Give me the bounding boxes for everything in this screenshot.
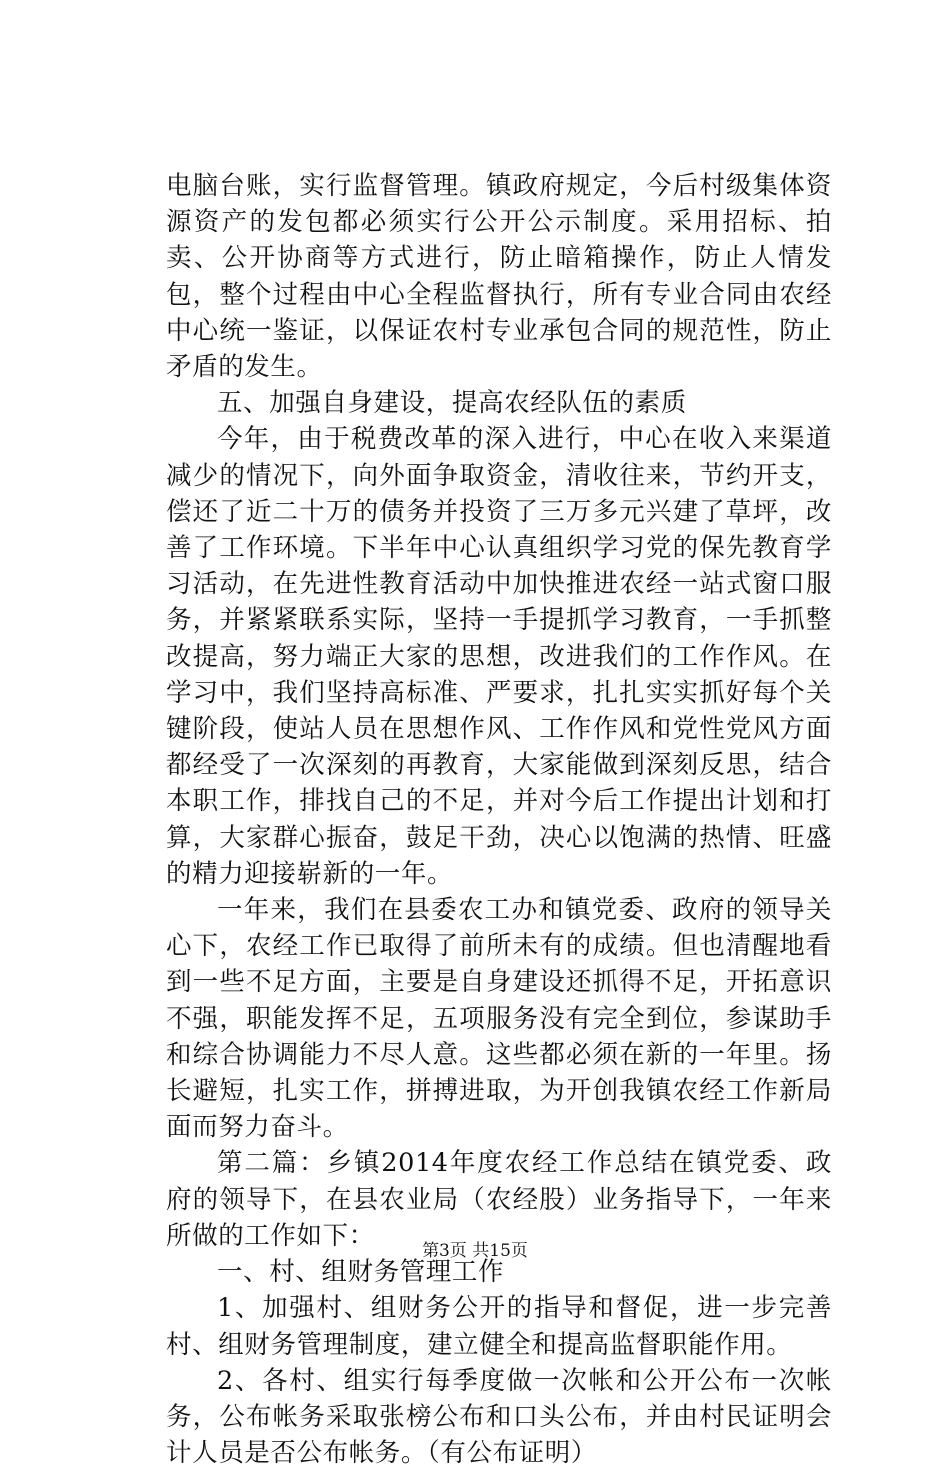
list-item: 1、加强村、组财务公开的指导和督促，进一步完善村、组财务管理制度，建立健全和提高监督职能作用。 [166, 1293, 832, 1360]
paragraph: 第二篇：乡镇2014年度农经工作总结在镇党委、政府的领导下，在县农业局（农经股）业务指导下，一年来所做的工作如下： [166, 1148, 832, 1251]
document-body [166, 168, 832, 1471]
paragraph: 今年，由于税费改革的深入进行，中心在收入来渠道减少的情况下，向外面争取资金，清收往来，节约开支，偿还了近二十万的债务并投资了三万多元兴建了草坪，改善了工作环境。下半年中心认真组织学习党的保先教育学习活动，在先进性教育活动中加快推进农经一站式窗口服务，并紧紧联系实际，坚持一手提抓学习教育，一手抓整改提高，努力端正大家的思想，改进我们的工作作风。在学习中，我们坚持高标准、严要求，扎扎实实抓好每个关键阶段，使站人员在思想作风、工作作风和党性党风方面都经受了一次深刻的再教育，大家能做到深刻反思，结合本职工作，排找自己的不足，并对今后工作提出计划和打算，大家群心振奋，鼓足干劲，决心以饱满的热情、旺盛的精力迎接崭新的一年。 [166, 424, 832, 889]
page-number: 第3页 共15页 [422, 1241, 528, 1261]
paragraph: 一年来，我们在县委农工办和镇党委、政府的领导关心下，农经工作已取得了前所未有的成绩。但也清醒地看到一些不足方面，主要是自身建设还抓得不足，开拓意识不强，职能发挥不足，五项服务没有完全到位，参谋助手和综合协调能力不尽人意。这些都必须在新的一年里。扬长避短，扎实工作，拼搏进取，为开创我镇农经工作新局面而努力奋斗。 [166, 895, 832, 1143]
list-item: 2、各村、组实行每季度做一次帐和公开公布一次帐务，公布帐务采取张榜公布和口头公布，并由村民证明会计人员是否公布帐务。（有公布证明） [166, 1365, 832, 1469]
paragraph: 电脑台账，实行监督管理。镇政府规定，今后村级集体资源资产的发包都必须实行公开公示制度。采用招标、拍卖、公开协商等方式进行，防止暗箱操作，防止人情发包，整个过程由中心全程监督执行，所有专业合同由农经中心统一鉴证，以保证农村专业承包合同的规范性，防止矛盾的发生。 [166, 171, 832, 383]
section-heading: 五、加强自身建设，提高农经队伍的素质 [217, 388, 687, 419]
section-heading: 一、村、组财务管理工作 [217, 1257, 505, 1288]
